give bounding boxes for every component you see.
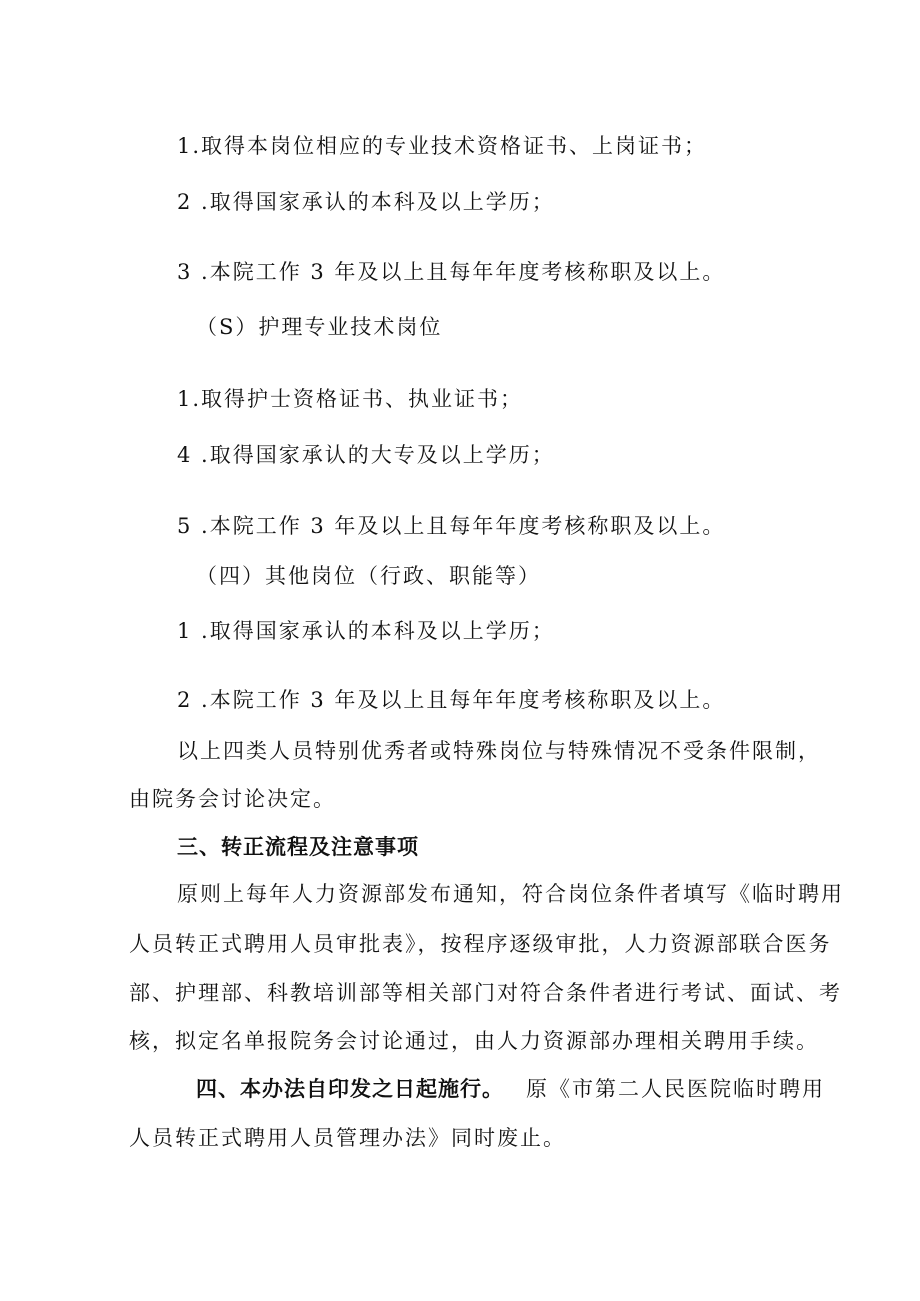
text-line-2: 2 .取得国家承认的本科及以上学历； — [177, 190, 555, 214]
section-heading-four: 四、本办法自印发之日起施行。 — [196, 1077, 504, 1101]
text-line-5: 1.取得护士资格证书、执业证书； — [177, 387, 524, 411]
text-line-11: 以上四类人员特别优秀者或特殊岗位与特殊情况不受条件限制， — [177, 739, 821, 763]
section-heading-three: 三、转正流程及注意事项 — [177, 835, 419, 859]
text-line-6: 4 .取得国家承认的大专及以上学历； — [177, 443, 555, 467]
text-line-20: 人员转正式聘用人员管理办法》同时废止。 — [129, 1126, 566, 1150]
text-line-16: 部、护理部、科教培训部等相关部门对符合条件者进行考试、面试、考 — [129, 981, 842, 1005]
text-line-3: 3 .本院工作 3 年及以上且每年年度考核称职及以上。 — [177, 260, 726, 284]
section-heading-other: （四）其他岗位（行政、职能等） — [196, 564, 541, 588]
text-line-10: 2 .本院工作 3 年及以上且每年年度考核称职及以上。 — [177, 688, 726, 712]
text-line-19: 原《市第二人民医院临时聘用 — [526, 1077, 825, 1101]
text-line-1: 1.取得本岗位相应的专业技术资格证书、上岗证书； — [177, 134, 708, 158]
text-line-12: 由院务会讨论决定。 — [129, 787, 336, 811]
text-line-7: 5 .本院工作 3 年及以上且每年年度考核称职及以上。 — [177, 514, 726, 538]
text-line-17: 核，拟定名单报院务会讨论通过，由人力资源部办理相关聘用手续。 — [129, 1029, 819, 1053]
text-line-9: 1 .取得国家承认的本科及以上学历； — [177, 619, 555, 643]
text-line-15: 人员转正式聘用人员审批表》，按程序逐级审批，人力资源部联合医务 — [129, 932, 832, 956]
text-line-14: 原则上每年人力资源部发布通知，符合岗位条件者填写《临时聘用 — [177, 882, 844, 906]
section-heading-nursing: （S）护理专业技术岗位 — [196, 315, 443, 339]
